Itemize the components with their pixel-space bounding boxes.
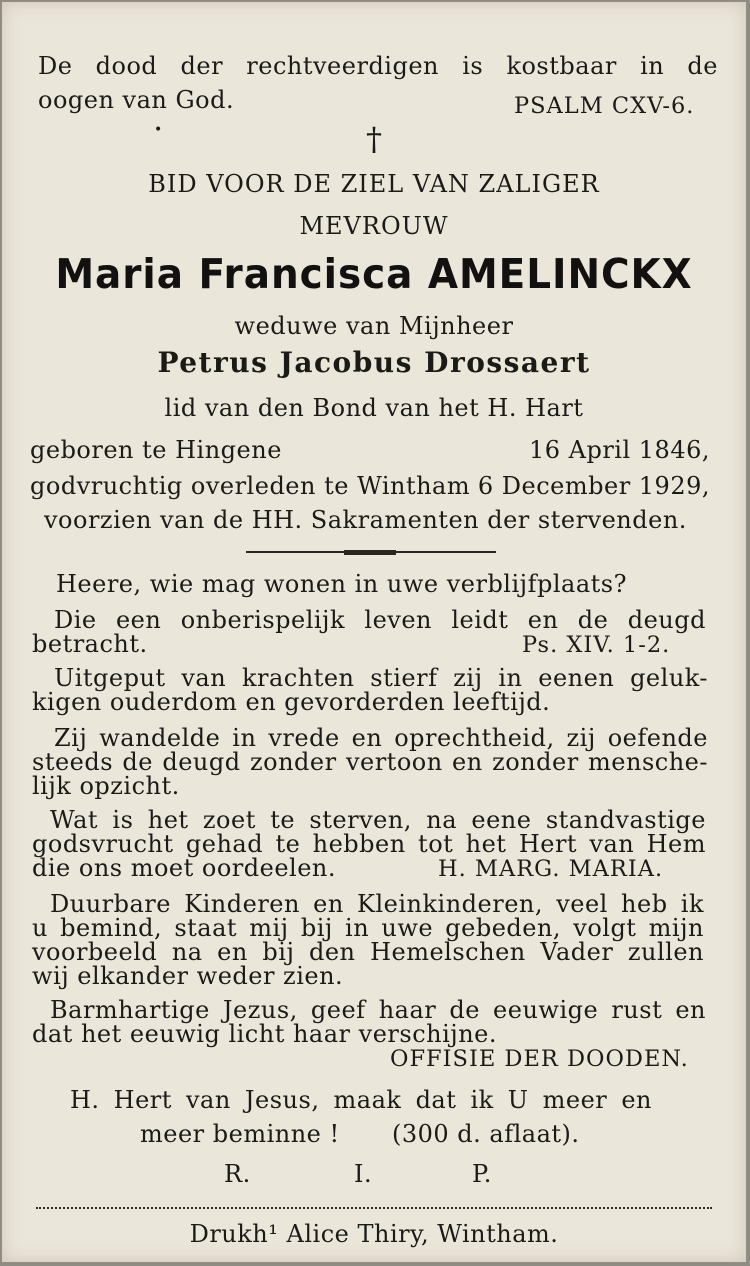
death-label: godvruchtig overleden te Wintham <box>30 472 471 500</box>
cross-icon: † <box>366 120 382 158</box>
verse-5-line-1: Wat is het zoet te sterven, na eene standvastige <box>50 806 706 834</box>
prayer-line-1: H. Hert van Jesus, maak dat ik U meer en <box>70 1086 652 1114</box>
deceased-name: Maria Francisca AMELINCKX <box>55 250 693 298</box>
birth-label: geboren te Hingene <box>30 436 282 464</box>
printer-credit: Drukh¹ Alice Thiry, Wintham. <box>189 1220 559 1248</box>
memorial-card <box>2 2 746 1262</box>
verse-6-line-4: wij elkander weder zien. <box>32 962 344 990</box>
verse-1: Heere, wie mag wonen in uwe verblijfplaats? <box>56 570 627 598</box>
divider-ornament <box>344 550 396 555</box>
footer-dotted-rule <box>36 1207 712 1209</box>
heading-line-2: MEVROUW <box>299 212 449 240</box>
birth-row <box>30 436 710 464</box>
sacraments: voorzien van de HH. Sakramenten der stervenden. <box>44 506 687 534</box>
birth-date: 16 April 1846, <box>528 436 710 464</box>
verse-4-line-2: steeds de deugd zonder vertoon en zonder mensche- <box>32 748 708 776</box>
verse-6-line-3: voorbeeld na en bij den Hemelschen Vader zullen <box>32 938 704 966</box>
verse-2-source: Ps. XIV. 1-2. <box>522 632 671 658</box>
epigraph-line-1: De dood der rechtveerdigen is kostbaar in de <box>38 52 718 80</box>
epigraph-line-2: oogen van God. <box>38 86 235 114</box>
death-date: 6 December 1929, <box>477 472 710 500</box>
rip-p: P. <box>472 1160 492 1188</box>
verse-5-source: H. MARG. MARIA. <box>438 856 664 882</box>
verse-7-line-2: dat het eeuwig licht haar verschijne. <box>32 1020 498 1048</box>
rip-r: R. <box>224 1160 251 1188</box>
death-row <box>30 472 710 500</box>
verse-7-line-1: Barmhartige Jezus, geef haar de eeuwige rust en <box>50 996 706 1024</box>
verse-3-line-2: kigen ouderdom en gevorderden leeftijd. <box>32 688 551 716</box>
spouse-name: Petrus Jacobus Drossaert <box>157 346 591 379</box>
bullet-mark: • <box>154 122 163 138</box>
verse-2-line-2: betracht. <box>32 630 148 658</box>
rip-i: I. <box>354 1160 373 1188</box>
verse-4-line-3: lijk opzicht. <box>32 772 180 800</box>
verse-6-line-2: u bemind, staat mij bij in uwe gebeden, volgt mijn <box>32 914 704 942</box>
verse-5-line-3: die ons moet oordeelen. <box>32 854 337 882</box>
membership: lid van den Bond van het H. Hart <box>164 394 584 422</box>
widow-of: weduwe van Mijnheer <box>234 312 514 340</box>
verse-6-line-1: Duurbare Kinderen en Kleinkinderen, veel heb ik <box>50 890 704 918</box>
indulgence: (300 d. aflaat). <box>392 1120 580 1148</box>
prayer-line-2: meer beminne ! <box>140 1120 340 1148</box>
verse-5-line-2: godsvrucht gehad te hebben tot het Hert van Hem <box>32 830 706 858</box>
verse-3-line-1: Uitgeput van krachten stierf zij in eenen geluk- <box>54 664 708 692</box>
heading-line-1: BID VOOR DE ZIEL VAN ZALIGER <box>148 170 600 198</box>
verse-4-line-1: Zij wandelde in vrede en oprechtheid, zij oefende <box>54 724 708 752</box>
verse-2-line-1: Die een onberispelijk leven leidt en de deugd <box>54 606 706 634</box>
epigraph-source: PSALM CXV-6. <box>514 93 695 119</box>
verse-7-source: OFFISIE DER DOODEN. <box>390 1046 689 1072</box>
